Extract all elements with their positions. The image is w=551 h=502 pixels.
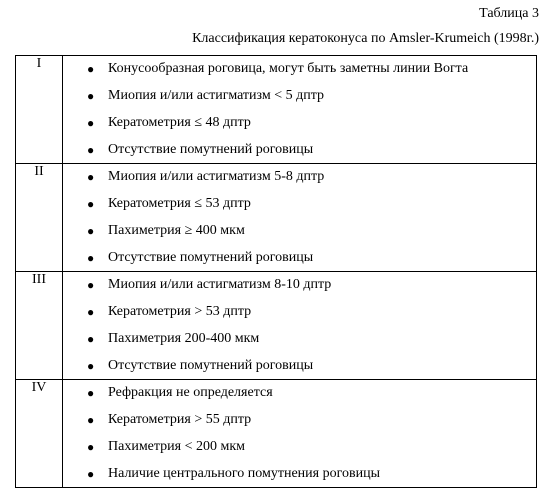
criteria-text: Наличие центрального помутнения роговицы	[108, 465, 380, 481]
criteria-text: Пахиметрия ≥ 400 мкм	[108, 222, 245, 238]
criteria-item	[63, 190, 536, 217]
table-caption: Классификация кератоконуса по Amsler-Krumeich (1998г.)	[192, 31, 539, 46]
stage-row-2	[16, 164, 537, 272]
stage-row-1	[16, 56, 537, 164]
stage-numeral: I	[16, 56, 63, 164]
criteria-text: Пахиметрия < 200 мкм	[108, 438, 246, 454]
criteria-text: Пахиметрия 200-400 мкм	[108, 330, 260, 346]
stage-criteria-cell	[63, 164, 537, 272]
bullet-icon: ●	[87, 223, 95, 238]
stage-row-4	[16, 380, 537, 488]
criteria-item	[63, 325, 536, 352]
criteria-list	[63, 380, 536, 487]
criteria-item	[63, 460, 536, 487]
stage-criteria-cell	[63, 56, 537, 164]
bullet-icon: ●	[87, 331, 95, 346]
criteria-item	[63, 109, 536, 136]
stage-numeral: II	[16, 164, 63, 272]
criteria-item	[63, 352, 536, 379]
bullet-icon: ●	[87, 115, 95, 130]
criteria-item	[63, 433, 536, 460]
criteria-item	[63, 244, 536, 271]
criteria-item	[63, 217, 536, 244]
criteria-item	[63, 272, 536, 298]
stage-criteria-cell	[63, 380, 537, 488]
criteria-text: Миопия и/или астигматизм < 5 дптр	[108, 87, 325, 103]
criteria-list	[63, 164, 536, 271]
bullet-icon: ●	[87, 304, 95, 319]
criteria-text: Кератометрия > 55 дптр	[108, 411, 252, 427]
stage-numeral: III	[16, 272, 63, 380]
criteria-text: Кератометрия ≤ 53 дптр	[108, 195, 251, 211]
criteria-list	[63, 56, 536, 163]
criteria-item	[63, 56, 536, 82]
criteria-item	[63, 136, 536, 163]
criteria-text: Миопия и/или астигматизм 8-10 дптр	[108, 277, 332, 292]
bullet-icon: ●	[87, 278, 95, 292]
criteria-text: Отсутствие помутнений роговицы	[108, 249, 314, 265]
stage-row-3	[16, 272, 537, 380]
bullet-icon: ●	[87, 358, 95, 373]
criteria-text: Отсутствие помутнений роговицы	[108, 141, 314, 157]
bullet-icon: ●	[87, 170, 95, 184]
criteria-item	[63, 82, 536, 109]
criteria-text: Кератометрия > 53 дптр	[108, 303, 252, 319]
criteria-text: Кератометрия ≤ 48 дптр	[108, 114, 251, 130]
criteria-item	[63, 380, 536, 406]
bullet-icon: ●	[87, 412, 95, 427]
criteria-text: Конусообразная роговица, могут быть заметны линии Вогта	[108, 61, 469, 76]
bullet-icon: ●	[87, 466, 95, 481]
criteria-text: Отсутствие помутнений роговицы	[108, 357, 314, 373]
criteria-text: Рефракция не определяется	[108, 385, 273, 400]
bullet-icon: ●	[87, 196, 95, 211]
bullet-icon: ●	[87, 142, 95, 157]
bullet-icon: ●	[87, 250, 95, 265]
keratoconus-classification-table	[15, 55, 537, 488]
criteria-list	[63, 272, 536, 379]
criteria-item	[63, 298, 536, 325]
bullet-icon: ●	[87, 88, 95, 103]
bullet-icon: ●	[87, 386, 95, 400]
stage-numeral: IV	[16, 380, 63, 488]
stage-criteria-cell	[63, 272, 537, 380]
bullet-icon: ●	[87, 439, 95, 454]
criteria-item	[63, 406, 536, 433]
criteria-text: Миопия и/или астигматизм 5-8 дптр	[108, 169, 325, 184]
table-number: Таблица 3	[479, 6, 539, 21]
criteria-item	[63, 164, 536, 190]
bullet-icon: ●	[87, 62, 95, 76]
